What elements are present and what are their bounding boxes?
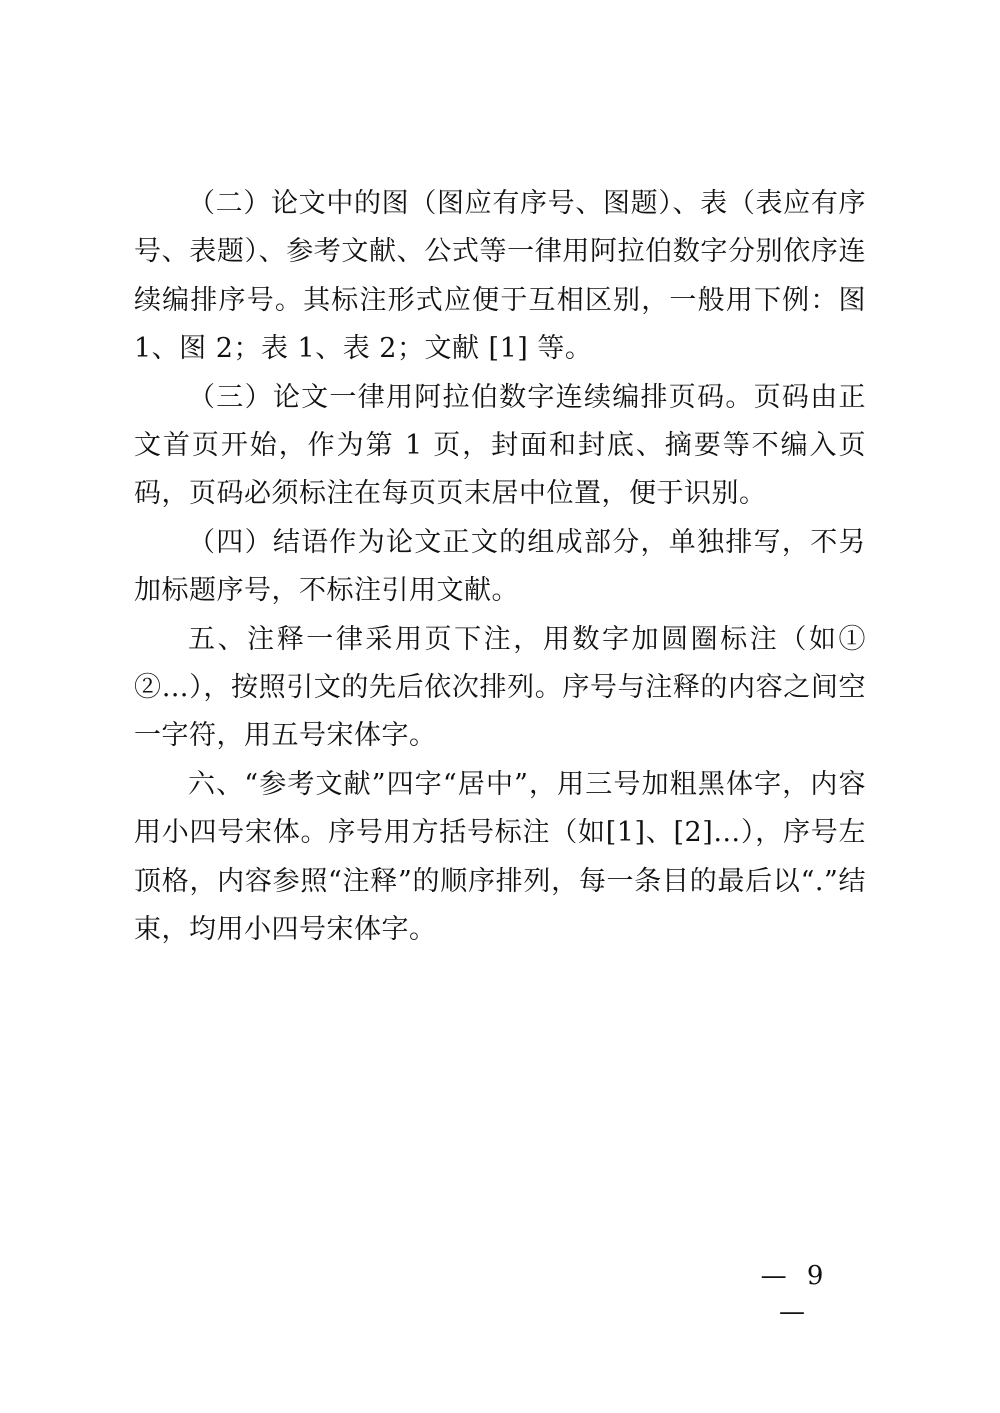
body-text — [134, 180, 866, 955]
page-number: — 9 — — [760, 1261, 830, 1327]
paragraph-notes: 五、注释一律采用页下注，用数字加圆圈标注（如① ②…），按照引文的先后依次排列。序号与注释的内容之间空一字符，用五号宋体字。 — [134, 623, 866, 752]
paragraph-conclusion: （四）结语作为论文正文的组成部分，单独排写，不另加标题序号，不标注引用文献。 — [134, 526, 866, 607]
paragraph-page-numbering: （三）论文一律用阿拉伯数字连续编排页码。页码由正文首页开始，作为第 1 页，封面和封底、摘要等不编入页码，页码必须标注在每页页末居中位置，便于识别。 — [134, 381, 866, 510]
paragraph-references: 六、“参考文献”四字“居中”，用三号加粗黑体字，内容用小四号宋体。序号用方括号标注（如[1]、[2]…），序号左顶格，内容参照“注释”的顺序排列，每一条目的最后以“.”结束，均用小四号宋体字。 — [134, 768, 866, 946]
paragraph-figures-tables-numbering: （二）论文中的图（图应有序号、图题）、表（表应有序号、表题）、参考文献、公式等一律用阿拉伯数字分别依序连续编排序号。其标注形式应便于互相区别，一般用下例：图 1、图 2；表 1、表 2；文献 [1] 等。 — [134, 188, 866, 365]
